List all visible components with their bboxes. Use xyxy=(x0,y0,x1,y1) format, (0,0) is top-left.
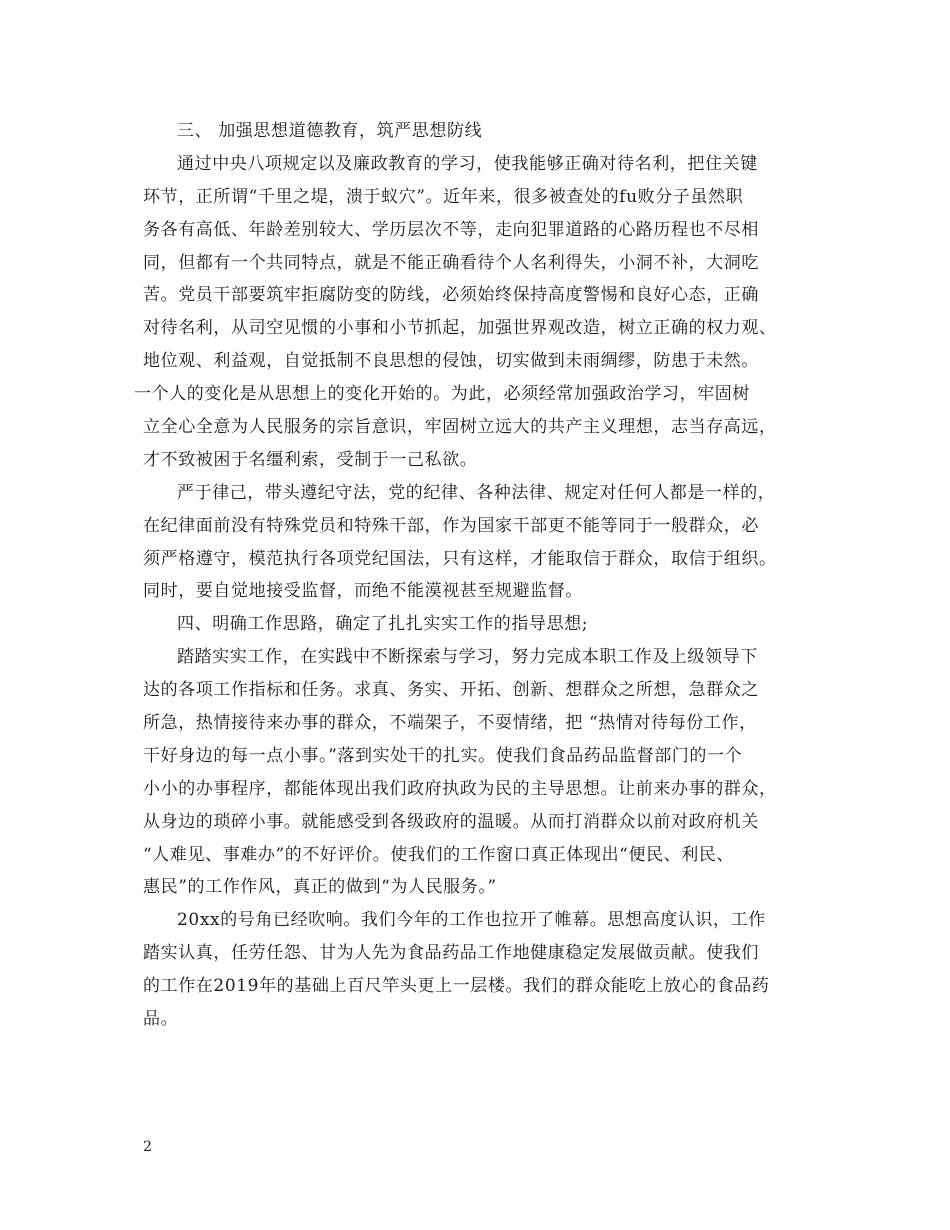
paragraph-line: 20xx的号角已经吹响。我们今年的工作也拉开了帷幕。思想高度认识，工作 xyxy=(177,910,766,931)
paragraph-line: 踏实认真，任劳任怨、甘为人先为食品药品工作地健康稳定发展做贡献。使我们 xyxy=(143,943,759,964)
page-number: 2 xyxy=(143,1139,152,1155)
paragraph-line: 才不致被困于名缰利索，受制于一己私欲。 xyxy=(143,449,478,470)
paragraph-line: 同时，要自觉地接受监督，而绝不能漠视甚至规避监督。 xyxy=(143,581,583,602)
paragraph-line: 品。 xyxy=(143,1009,179,1030)
paragraph-line: “人难见、事难办”的不好评价。使我们的工作窗口真正体现出“便民、利民、 xyxy=(143,844,735,865)
paragraph-line: 通过中央八项规定以及廉政教育的学习，使我能够正确对待名利，把住关键 xyxy=(177,153,758,174)
paragraph-line: 同，但都有一个共同特点，就是不能正确看待个人名利得失，小洞不补，大洞吃 xyxy=(143,252,759,273)
paragraph-line: 小小的办事程序，都能体现出我们政府执政为民的主导思想。让前来办事的群众， xyxy=(143,778,777,799)
paragraph-line: 严于律己，带头遵纪守法，党的纪律、各种法律、规定对任何人都是一样的， xyxy=(177,482,776,503)
section-heading-4: 四、明确工作思路，确定了扎扎实实工作的指导思想; xyxy=(177,614,589,635)
paragraph-line: 惠民”的工作作风，真正的做到“为人民服务。” xyxy=(143,877,497,898)
paragraph-line: 地位观、利益观，自觉抵制不良思想的侵蚀，切实做到未雨绸缪，防患于未然。 xyxy=(143,351,759,372)
paragraph-line: 达的各项工作指标和任务。求真、务实、开拓、创新、想群众之所想，急群众之 xyxy=(143,680,759,701)
document-body xyxy=(134,115,823,1036)
paragraph-line: 须严格遵守，模范执行各项党纪国法，只有这样，才能取信于群众，取信于组织。 xyxy=(143,548,777,569)
paragraph-line: 从身边的琐碎小事。就能感受到各级政府的温暖。从而打消群众以前对政府机关 xyxy=(143,811,759,832)
paragraph-line: 的工作在2019年的基础上百尺竿头更上一层楼。我们的群众能吃上放心的食品药 xyxy=(143,976,770,997)
paragraph-line: 对待名利，从司空见惯的小事和小节抓起，加强世界观改造，树立正确的权力观、 xyxy=(143,318,777,339)
paragraph-line: 环节，正所谓“千里之堤，溃于蚁穴”。近年来，很多被查处的fu败分子虽然职 xyxy=(143,186,744,207)
paragraph-line: 在纪律面前没有特殊党员和特殊干部，作为国家干部更不能等同于一般群众，必 xyxy=(143,515,759,536)
paragraph-line: 苦。党员干部要筑牢拒腐防变的防线，必须始终保持高度警惕和良好心态，正确 xyxy=(143,285,759,306)
paragraph-line: 踏踏实实工作，在实践中不断探索与学习，努力完成本职工作及上级领导下 xyxy=(177,647,758,668)
paragraph-line: 务各有高低、年龄差别较大、学历层次不等，走向犯罪道路的心路历程也不尽相 xyxy=(143,219,759,240)
section-heading-3: 三、 加强思想道德教育，筑严思想防线 xyxy=(177,121,483,141)
paragraph-line: 干好身边的每一点小事。”落到实处干的扎实。使我们食品药品监督部门的一个 xyxy=(143,745,743,766)
paragraph-line: 立全心全意为人民服务的宗旨意识，牢固树立远大的共产主义理想，志当存高远， xyxy=(143,417,777,438)
paragraph-line: 所急，热情接待来办事的群众，不端架子，不耍情绪，把 “热情对待每份工作， xyxy=(143,713,757,734)
paragraph-line: 一个人的变化是从思想上的变化开始的。为此，必须经常加强政治学习，牢固树 xyxy=(134,384,750,405)
